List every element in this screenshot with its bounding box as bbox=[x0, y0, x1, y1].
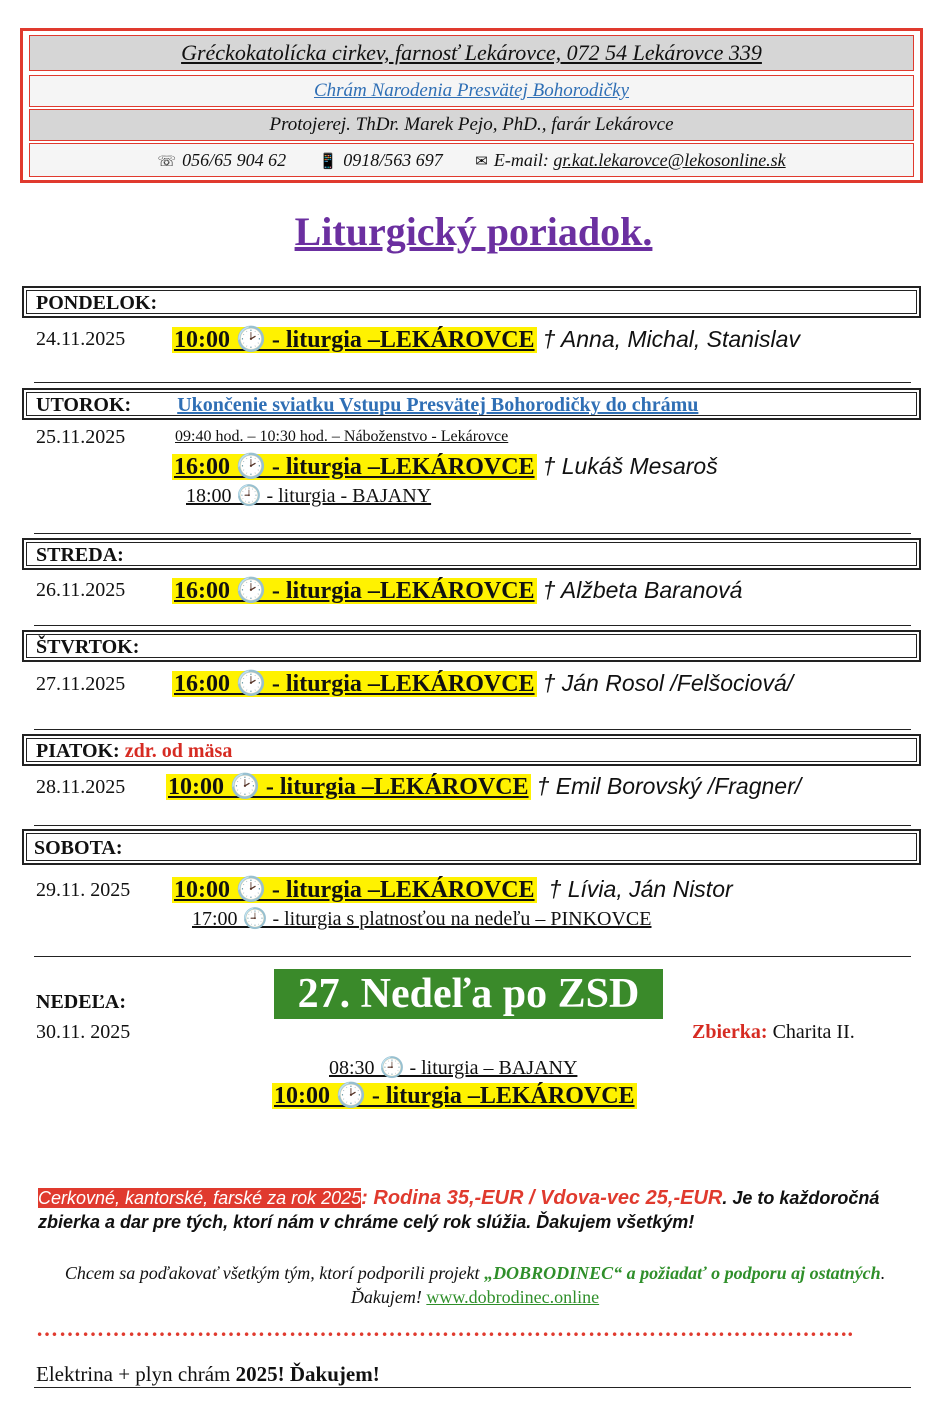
sunday-date: 30.11. 2025 bbox=[36, 1021, 131, 1043]
tuesday-liturgy-time: 16:00 🕑 - liturgia –LEKÁROVCE bbox=[174, 454, 535, 480]
friday-label-wrap bbox=[36, 739, 232, 763]
friday-label: PIATOK: bbox=[36, 740, 120, 762]
sunday-label: NEDEĽA: bbox=[36, 991, 127, 1013]
monday-intent: † Anna, Michal, Stanislav bbox=[542, 326, 800, 352]
thursday-date: 27.11.2025 bbox=[36, 673, 126, 695]
phone-number: 056/65 904 62 bbox=[182, 150, 287, 170]
wednesday-liturgy-time: 16:00 🕑 - liturgia –LEKÁROVCE bbox=[174, 578, 535, 604]
monday-date: 24.11.2025 bbox=[36, 328, 126, 350]
thanks-text: Chcem sa poďakovať všetkým tým, ktorí podporili projekt bbox=[64, 1263, 485, 1283]
sunday-bajany: 08:30 🕘 - liturgia – BAJANY bbox=[329, 1057, 578, 1079]
divider bbox=[34, 533, 911, 534]
monday-liturgy-time: 10:00 🕑 - liturgia –LEKÁROVCE bbox=[174, 327, 535, 353]
sunday-liturgy bbox=[272, 1082, 637, 1110]
saturday-date: 29.11. 2025 bbox=[36, 879, 131, 901]
thanks-notice bbox=[40, 1261, 910, 1309]
sunday-collection bbox=[692, 1021, 855, 1044]
monday-label: PONDELOK: bbox=[36, 292, 158, 314]
mobile-number: 0918/563 697 bbox=[343, 150, 443, 170]
collection-value: Charita II. bbox=[772, 1021, 855, 1043]
tuesday-box bbox=[22, 388, 921, 420]
website-link[interactable]: www.dobrodinec.online bbox=[426, 1287, 600, 1307]
saturday-label: SOBOTA: bbox=[34, 837, 123, 859]
friday-intent: † Emil Borovský /Fragner/ bbox=[536, 773, 802, 799]
saturday-liturgy-time: 10:00 🕑 - liturgia –LEKÁROVCE bbox=[174, 877, 535, 903]
wednesday-box bbox=[22, 538, 921, 570]
bottom-rule bbox=[34, 1387, 911, 1388]
friday-box bbox=[22, 734, 921, 766]
monday-liturgy bbox=[172, 325, 800, 354]
wednesday-label: STREDA: bbox=[36, 544, 124, 566]
monday-box bbox=[22, 286, 921, 318]
fees-values: : Rodina 35,-EUR / Vdova-vec 25,-EUR bbox=[361, 1187, 723, 1209]
divider bbox=[34, 825, 911, 826]
fees-label: Cerkovné, kantorské, farské za rok 2025 bbox=[38, 1188, 362, 1208]
tuesday-date: 25.11.2025 bbox=[36, 426, 126, 448]
divider bbox=[34, 729, 911, 730]
tuesday-intent: † Lukáš Mesaroš bbox=[542, 453, 718, 479]
thursday-label: ŠTVRTOK: bbox=[36, 636, 140, 658]
page-title: Liturgický poriadok. bbox=[294, 209, 653, 254]
tuesday-label-wrap bbox=[36, 393, 698, 417]
parish-address: Gréckokatolícka cirkev, farnosť Lekárovce, 072 54 Lekárovce 339 bbox=[29, 35, 914, 71]
energy-year: 2025! Ďakujem! bbox=[235, 1362, 380, 1386]
phone-icon: ☏ bbox=[157, 154, 177, 170]
saturday-box bbox=[22, 829, 921, 865]
saturday-pinkovce: 17:00 🕘 - liturgia s platnosťou na nedeľu – PINKOVCE bbox=[192, 908, 652, 930]
thanks-end: . Ďakujem! bbox=[350, 1263, 886, 1307]
divider bbox=[34, 956, 911, 957]
mobile-icon: 📱 bbox=[318, 154, 338, 170]
divider bbox=[34, 625, 911, 626]
project-name: „DOBRODINEC“ a požiadať o podporu aj ostatných bbox=[484, 1263, 881, 1283]
thursday-intent: † Ján Rosol /Felšociová/ bbox=[542, 670, 794, 696]
sunday-liturgy-time: 10:00 🕑 - liturgia –LEKÁROVCE bbox=[274, 1083, 635, 1109]
saturday-liturgy bbox=[172, 875, 733, 904]
tuesday-label: UTOROK: bbox=[36, 394, 132, 416]
dotted-divider: …………………………………………………………………………………………….. bbox=[36, 1316, 854, 1341]
collection-label: Zbierka: bbox=[692, 1021, 768, 1043]
tuesday-bajany: 18:00 🕘 - liturgia - BAJANY bbox=[186, 485, 432, 507]
wednesday-intent: † Alžbeta Baranová bbox=[542, 577, 743, 603]
tuesday-feast: Ukončenie sviatku Vstupu Presvätej Bohorodičky do chrámu bbox=[177, 394, 699, 416]
saturday-intent: † Lívia, Ján Nistor bbox=[548, 876, 733, 902]
thursday-box bbox=[22, 630, 921, 662]
church-name[interactable]: Chrám Narodenia Presvätej Bohorodičky bbox=[29, 75, 914, 107]
thursday-liturgy bbox=[172, 669, 793, 698]
church-fee-notice bbox=[38, 1186, 918, 1234]
sunday-banner: 27. Nedeľa po ZSD bbox=[274, 969, 663, 1019]
email-label: E-mail: bbox=[493, 150, 549, 170]
tuesday-catechism: 09:40 hod. – 10:30 hod. – Náboženstvo - Lekárovce bbox=[175, 428, 509, 445]
wednesday-liturgy bbox=[172, 576, 742, 605]
email-link[interactable]: gr.kat.lekarovce@lekosonline.sk bbox=[553, 150, 786, 170]
friday-liturgy-time: 10:00 🕑 - liturgia –LEKÁROVCE bbox=[168, 774, 529, 800]
thursday-liturgy-time: 16:00 🕑 - liturgia –LEKÁROVCE bbox=[174, 671, 535, 697]
fees-text: . Je to každoročná zbierka a dar pre tých, ktorí nám v chráme celý rok slúžia. Ďakujem všetkým! bbox=[38, 1188, 880, 1232]
friday-fast-note: zdr. od mäsa bbox=[124, 740, 233, 762]
contact-row bbox=[29, 143, 914, 177]
friday-date: 28.11.2025 bbox=[36, 776, 126, 798]
energy-prefix: Elektrina + plyn chrám bbox=[36, 1362, 236, 1386]
priest-name: Protojerej. ThDr. Marek Pejo, PhD., farár Lekárovce bbox=[29, 109, 914, 141]
wednesday-date: 26.11.2025 bbox=[36, 579, 126, 601]
tuesday-liturgy bbox=[172, 452, 718, 481]
parish-header bbox=[20, 28, 923, 183]
divider bbox=[34, 382, 911, 383]
friday-liturgy bbox=[166, 772, 801, 801]
energy-notice bbox=[36, 1362, 380, 1387]
email-icon: ✉ bbox=[475, 154, 488, 170]
